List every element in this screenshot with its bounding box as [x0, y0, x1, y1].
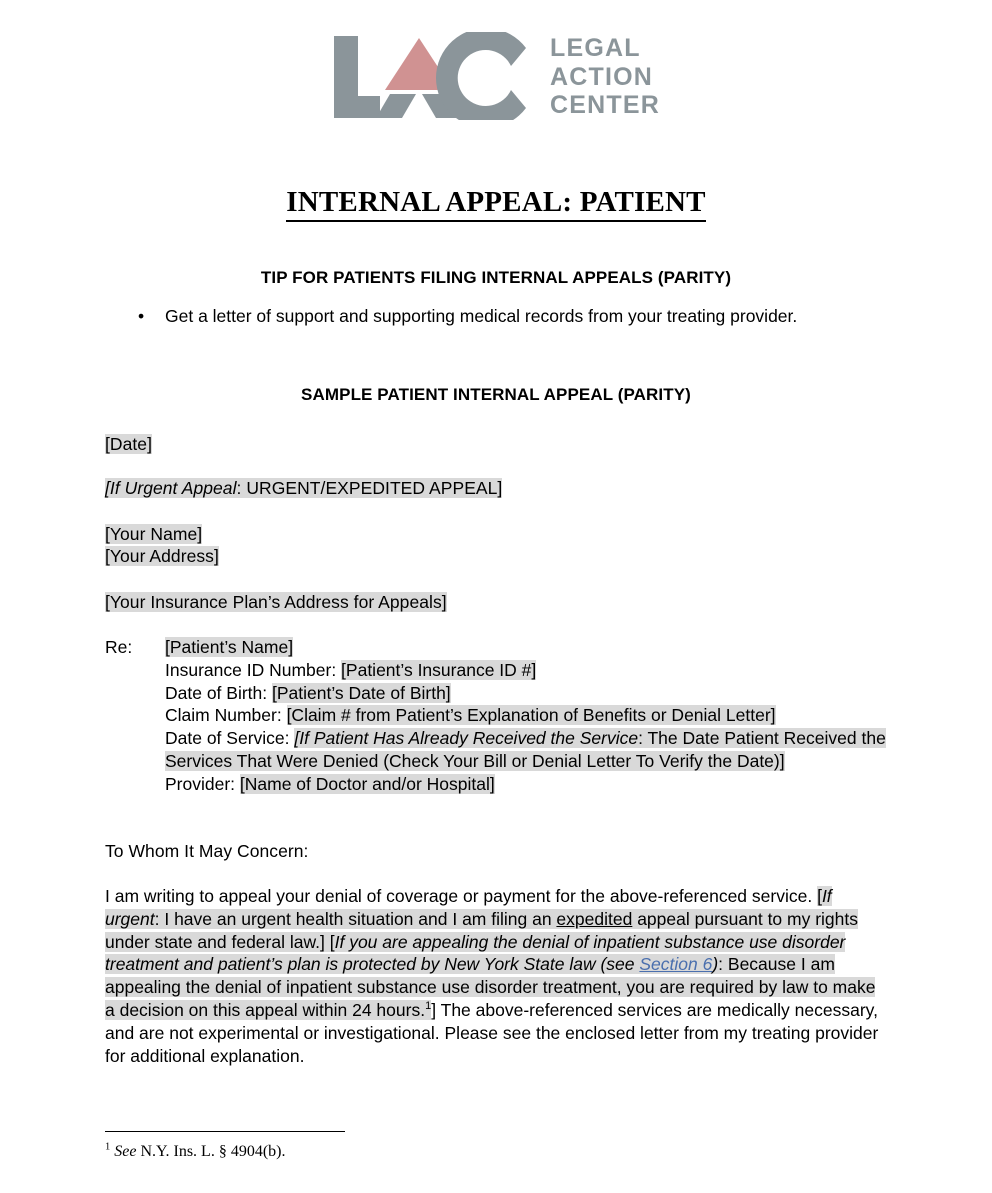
re-line-insurance-id: [165, 659, 895, 682]
logo-word-legal: LEGAL: [550, 34, 641, 62]
lac-logo-mark-icon: [332, 32, 528, 120]
re-line-date-of-service: [165, 727, 895, 773]
provider-label: Provider:: [165, 773, 240, 794]
urgent-appeal-italic: [If Urgent Appeal: [105, 478, 237, 498]
footnote-marker-inline: 1: [425, 1000, 432, 1013]
body-seg2-a: : I have an urgent health situation and I am filing an: [154, 908, 557, 929]
page-title: [0, 186, 992, 219]
dos-rest: : The Date Patient Received the Services That Were Denied (Check Your Bill or Denial Letter To Verify the Date)]: [165, 728, 886, 771]
body-seg3-open: [: [329, 931, 335, 952]
plan-address-line: [105, 591, 895, 614]
body-expedited-underline: expedited: [556, 908, 633, 929]
section-6-link[interactable]: Section 6: [639, 954, 713, 975]
dos-italic: [If Patient Has Already Received the Service: [294, 728, 639, 749]
insurance-id-label: Insurance ID Number:: [165, 659, 342, 680]
body-seg1: I am writing to appeal your denial of coverage or payment for the above-referenced service.: [105, 886, 818, 906]
claim-placeholder: [Claim # from Patient’s Explanation of Benefits or Denial Letter]: [286, 705, 776, 726]
lac-logo: [332, 32, 662, 120]
date-line: [105, 433, 895, 456]
your-name-line: [105, 523, 895, 546]
footnote-separator: [105, 1131, 345, 1132]
re-label: Re:: [105, 637, 133, 657]
footnote-see-italic: See: [114, 1143, 137, 1160]
urgent-appeal-text: [105, 478, 502, 498]
body-seg4: The above-referenced services are medically necessary, and are not experimental or investigational. Please see the enclosed letter from my treating provider for additional explanation.: [105, 999, 879, 1066]
re-lines: [165, 636, 895, 796]
body-seg3-a: : Because I am appealing the denial of inpatient substance use disorder treatment, you are required by law to make a decision on this appeal within 24 hours.: [105, 954, 876, 1020]
urgent-appeal-rest: : URGENT/EXPEDITED APPEAL]: [236, 478, 503, 498]
tip-bullet-text: Get a letter of support and supporting medical records from your treating provider.: [165, 306, 798, 326]
your-address-line: [105, 545, 895, 568]
salutation: To Whom It May Concern:: [105, 841, 309, 861]
footnote-citation: N.Y. Ins. L. § 4904(b).: [136, 1143, 286, 1160]
body-seg3-italic: If you are appealing the denial of inpatient substance use disorder treatment and patient’s plan is protected by New York State law (see: [105, 931, 846, 975]
provider-placeholder: [Name of Doctor and/or Hospital]: [239, 773, 495, 794]
bullet-marker-icon: •: [138, 306, 145, 326]
dob-label: Date of Birth:: [165, 682, 272, 703]
re-line-provider: [165, 773, 895, 796]
plan-address-placeholder: [Your Insurance Plan’s Address for Appeals]: [105, 592, 447, 612]
footnote-number: 1: [105, 1141, 111, 1153]
page-title-text: INTERNAL APPEAL: PATIENT: [286, 186, 705, 222]
urgent-appeal-line: [105, 477, 895, 500]
dos-label: Date of Service:: [165, 728, 295, 749]
body-seg3-close: ]: [431, 999, 437, 1020]
your-name-placeholder: [Your Name]: [105, 524, 203, 544]
body-seg3-italic-close: ): [712, 954, 719, 975]
re-line-dob: [165, 682, 895, 705]
re-line-patient-name: [165, 636, 895, 659]
claim-label: Claim Number:: [165, 705, 287, 726]
re-line-claim: [165, 704, 895, 727]
re-block: [105, 636, 895, 796]
tip-bullet-item: [105, 305, 905, 328]
body-seg2-italic: If urgent: [105, 886, 832, 929]
tip-heading: TIP FOR PATIENTS FILING INTERNAL APPEALS (PARITY): [260, 268, 732, 287]
logo-word-center: CENTER: [550, 91, 660, 119]
body-seg2-open: [: [817, 886, 822, 906]
logo-word-action: ACTION: [550, 62, 654, 91]
date-placeholder: [Date]: [105, 434, 152, 454]
body-seg2-b: appeal pursuant to my rights under state and federal law.]: [105, 908, 859, 952]
sample-heading: SAMPLE PATIENT INTERNAL APPEAL (PARITY): [301, 385, 691, 404]
insurance-id-placeholder: [Patient’s Insurance ID #]: [341, 659, 537, 680]
your-address-placeholder: [Your Address]: [105, 546, 219, 566]
patient-name-placeholder: [Patient’s Name]: [165, 637, 294, 657]
footnote: [105, 1142, 285, 1161]
lac-logo-wordmark: [550, 34, 660, 120]
dob-placeholder: [Patient’s Date of Birth]: [272, 682, 451, 703]
main-paragraph: [105, 885, 880, 1067]
